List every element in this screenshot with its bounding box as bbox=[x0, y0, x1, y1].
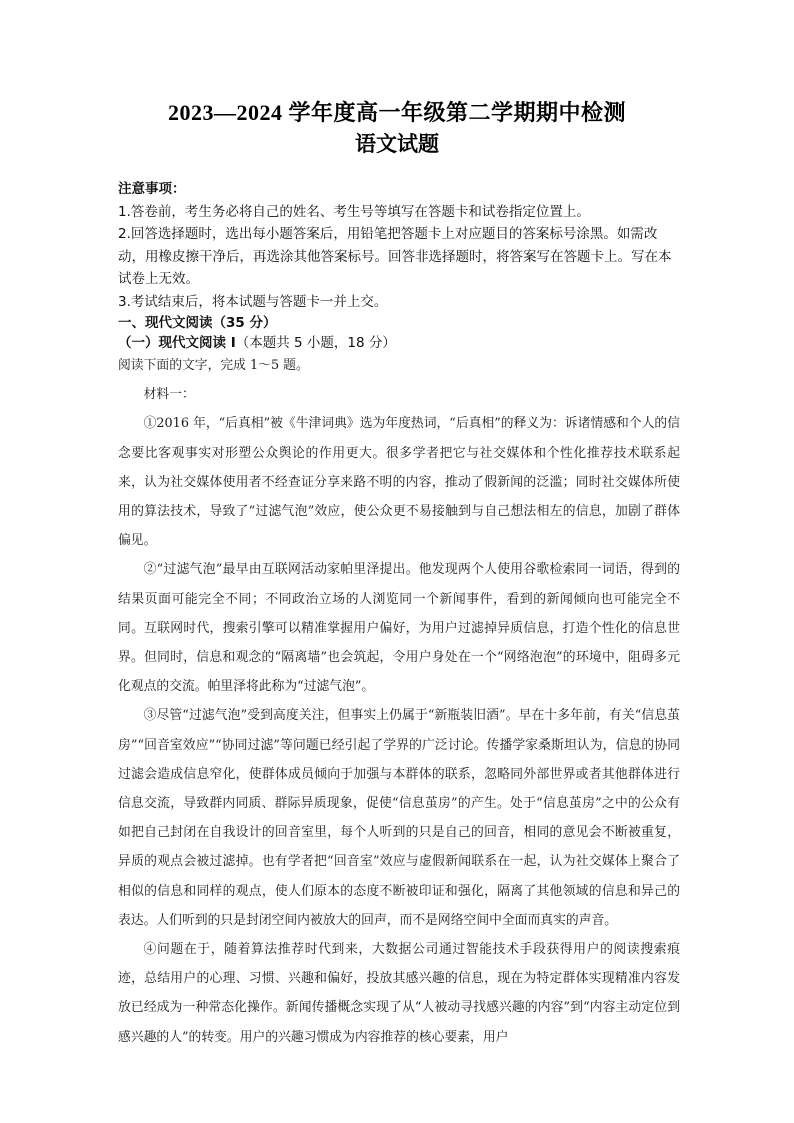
paragraph-1: ①2016 年，“后真相”被《牛津词典》选为年度热词，“后真相”的释义为：诉诸情感和个人的信念要比客观事实对形塑公众舆论的作用更大。很多学者把它与社交媒体和个性化推荐技术联系起来，认为社交媒体使用者不经查证分享来路不明的内容，推动了假新闻的泛滥；同时社交媒体所使用的算法技术，导致了“过滤气泡”效应，使公众更不易接触到与自己想法相左的信息，加剧了群体偏见。 bbox=[118, 416, 680, 549]
subsection-title: （一）现代文阅读 I bbox=[118, 335, 236, 351]
subsection-heading bbox=[118, 333, 680, 353]
section-heading: 一、现代文阅读（35 分） bbox=[118, 315, 277, 331]
paragraph-4: ④问题在于，随着算法推荐时代到来，大数据公司通过智能技术手段获得用户的阅读搜索痕迹，总结用户的心理、习惯、兴趣和偏好，投放其感兴趣的信息，现在为特定群体实现精准内容发放已经成为一种常态化操作。新闻传播概念实现了从“人被动寻找感兴趣的内容”到“内容主动定位到感兴趣的人”的转变。用户的兴趣习惯成为内容推荐的核心要素，用户 bbox=[118, 942, 680, 1045]
subsection-note: （本题共 5 小题，18 分） bbox=[235, 335, 396, 351]
notice-item-2: 2.回答选择题时，选出每小题答案后，用铅笔把答题卡上对应题目的答案标号涂黑。如需改动，用橡皮擦干净后，再选涂其他答案标号。回答非选择题时，将答案写在答题卡上。写在本试卷上无效。 bbox=[118, 226, 672, 287]
reading-passage bbox=[118, 351, 680, 1052]
paragraph-3: ③尽管“过滤气泡”受到高度关注，但事实上仍属于“新瓶装旧酒”。早在十多年前，有关“信息茧房”“回音室效应”“协同过滤”等问题已经引起了学界的广泛讨论。传播学家桑斯坦认为，信息的协同过滤会造成信息窄化，使群体成员倾向于加强与本群体的联系，忽略同外部世界或者其他群体进行信息交流，导致群内同质、群际异质现象，促使“信息茧房”的产生。处于“信息茧房”之中的公众有如把自己封闭在自我设计的回音室里，每个人听到的只是自己的回音，相同的意见会不断被重复，异质的观点会被过滤掉。也有学者把“回音室”效应与虚假新闻联系在一起，认为社交媒体上聚合了相似的信息和同样的观点，使人们原本的态度不断被印证和强化，隔离了其他领域的信息和异己的表达。人们听到的只是封闭空间内被放大的回声，而不是网络空间中全面而真实的声音。 bbox=[118, 708, 680, 928]
notice-item-1: 1.答卷前，考生务必将自己的姓名、考生号等填写在答题卡和试卷指定位置上。 bbox=[118, 203, 590, 220]
exam-subject-title: 语文试题 bbox=[355, 132, 439, 156]
exam-title: 2023—2024 学年度高一年级第二学期期中检测 bbox=[167, 100, 626, 125]
notice-block bbox=[118, 178, 680, 313]
material-label: 材料一： bbox=[143, 387, 195, 403]
paragraph-2: ②“过滤气泡”最早由互联网活动家帕里泽提出。他发现两个人使用谷歌检索同一词语，得到的结果页面可能完全不同；不同政治立场的人浏览同一个新闻事件，看到的新闻倾向也可能完全不同。互联网时代，搜索引擎可以精准掌握用户偏好，为用户过滤掉异质信息，打造个性化的信息世界。但同时，信息和观念的“隔离墙”也会筑起，令用户身处在一个“网络泡泡”的环境中，阻碍多元化观点的交流。帕里泽将此称为“过滤气泡”。 bbox=[118, 562, 680, 695]
notice-heading: 注意事项： bbox=[118, 181, 186, 197]
reading-instruction: 阅读下面的文字，完成 1～5 题。 bbox=[118, 358, 309, 373]
notice-item-3: 3.考试结束后，将本试题与答题卡一并上交。 bbox=[118, 293, 388, 310]
